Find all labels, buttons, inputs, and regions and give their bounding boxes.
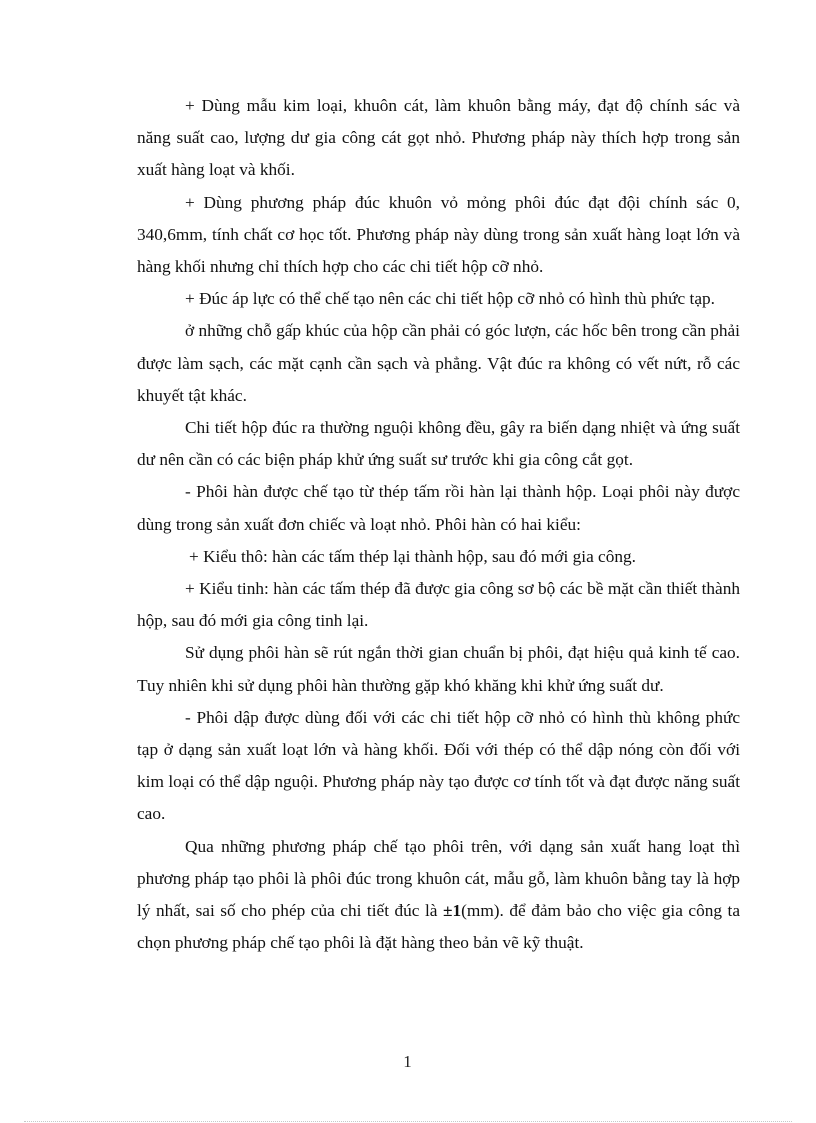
paragraph-welded-blank-usage: Sử dụng phôi hàn sẽ rút ngắn thời gian chuẩn bị phôi, đạt hiệu quả kinh tế cao. Tuy nhiên khi sử dụng phôi hàn thường gặp khó khăng khi khử ứng suất dư.	[137, 643, 740, 695]
paragraph-casting-requirements: ở những chỗ gấp khúc của hộp cần phải có góc lượn, các hốc bên trong cần phải được làm sạch, các mặt cạnh cần sạch và phẳng. Vật đúc ra không có vết nứt, rỗ các khuyết tật khác.	[137, 321, 740, 405]
paragraph-metal-mold-casting: + Dùng mẫu kim loại, khuôn cát, làm khuôn bằng máy, đạt độ chính sác và năng suất cao, lượng dư gia công cát gọt nhỏ. Phương pháp này thích hợp trong sản xuất hàng loạt và khối.	[137, 96, 740, 180]
document-body	[137, 90, 740, 959]
paragraph-rough-welding: + Kiểu thô: hàn các tấm thép lại thành hộp, sau đó mới gia công.	[189, 546, 636, 566]
paragraph-shell-mold-casting: + Dùng phương pháp đúc khuôn vỏ mỏng phôi đúc đạt đội chính sác 0, 340,6mm, tính chất cơ học tốt. Phương pháp này dùng trong sản xuất hàng loạt lớn và hàng khối nhưng chỉ thích hợp cho các chi tiết hộp cỡ nhỏ.	[137, 192, 740, 277]
paragraph-fine-welding: + Kiểu tinh: hàn các tấm thép đã được gia công sơ bộ các bề mặt cần thiết thành hộp, sau đó mới gia công tinh lại.	[137, 579, 740, 631]
page-bottom-divider	[24, 1121, 792, 1122]
tolerance-value: ±1	[443, 901, 462, 921]
paragraph-conclusion	[137, 831, 740, 960]
conclusion-text-end: (mm). để đảm bảo cho việc gia công ta chọn phương pháp chế tạo phôi là đặt hàng theo bản vẽ kỹ thuật.	[137, 901, 740, 953]
conclusion-text-start: Qua những phương pháp chế tạo phôi trên, với dạng sản xuất hang loạt thì phương pháp tạo phôi là phôi đúc trong khuôn cát, mẫu gỗ, làm khuôn bằng tay là hợp lý nhất, sai số cho phép của chi tiết đúc là	[137, 836, 740, 921]
paragraph-welded-blank: - Phôi hàn được chế tạo từ thép tấm rồi hàn lại thành hộp. Loại phôi này được dùng trong sản xuất đơn chiếc và loạt nhỏ. Phôi hàn có hai kiểu:	[137, 482, 740, 534]
page-number: 1	[403, 1052, 413, 1071]
paragraph-stamped-blank: - Phôi dập được dùng đối với các chi tiết hộp cỡ nhỏ có hình thù không phức tạp ở dạng sản xuất loạt lớn và hàng khối. Đối với thép có thể dập nóng còn đối với kim loại có thể dập nguội. Phương pháp này tạo được cơ tính tốt và đạt được năng suất cao.	[137, 707, 740, 824]
paragraph-residual-stress: Chi tiết hộp đúc ra thường nguội không đều, gây ra biến dạng nhiệt và ứng suất dư nên cần có các biện pháp khử ứng suất sư trước khi gia công cắt gọt.	[137, 418, 740, 470]
paragraph-pressure-casting: + Đúc áp lực có thể chế tạo nên các chi tiết hộp cỡ nhỏ có hình thù phức tạp.	[185, 289, 715, 309]
